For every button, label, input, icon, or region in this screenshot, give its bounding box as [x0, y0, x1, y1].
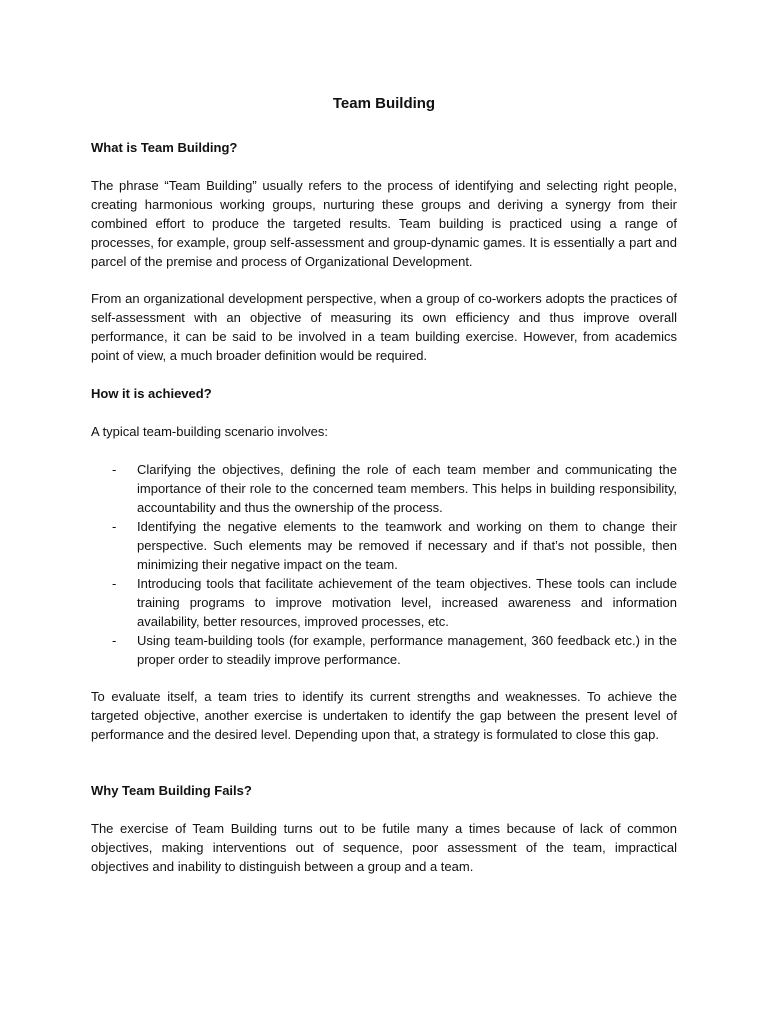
list-item — [91, 631, 677, 669]
scenario-bullet-list — [91, 460, 677, 669]
paragraph-failure-reasons: The exercise of Team Building turns out to be futile many a times because of lack of common objectives, making interventions out of sequence, poor assessment of the team, impractical objectives and inability to distinguish between a group and a team. — [91, 821, 677, 874]
list-item — [91, 574, 677, 631]
bullet-dash: - — [112, 519, 117, 534]
section-heading-what-is: What is Team Building? — [91, 140, 238, 155]
bullet-dash: - — [112, 462, 117, 477]
bullet-dash: - — [112, 576, 117, 591]
paragraph-od-perspective: From an organizational development perspective, when a group of co-workers adopts the practices of self-assessment with an objective of measuring its own efficiency and thus improve overall performance, it can be said to be involved in a team building exercise. However, from academics point of view, a much broader definition would be required. — [91, 291, 677, 363]
bullet-dash: - — [112, 633, 117, 648]
document-page — [91, 0, 677, 1024]
list-item — [91, 517, 677, 574]
paragraph-scenario-intro: A typical team-building scenario involves: — [91, 424, 329, 439]
list-item — [91, 460, 677, 517]
document-title: Team Building — [332, 95, 436, 112]
section-heading-how-achieved: How it is achieved? — [91, 386, 212, 401]
bullet-text: Identifying the negative elements to the teamwork and working on them to change their perspective. Such elements may be removed if necessary and if that’s not possible, then minimizing their negative impact on the team. — [137, 519, 677, 572]
bullet-text: Clarifying the objectives, defining the role of each team member and communicating the importance of their role to the concerned team members. This helps in building responsibility, accountability and thus the ownership of the process. — [137, 462, 677, 515]
paragraph-evaluation: To evaluate itself, a team tries to identify its current strengths and weaknesses. To achieve the targeted objective, another exercise is undertaken to identify the gap between the present level of performance and the desired level. Depending upon that, a strategy is formulated to close this gap. — [91, 689, 677, 742]
paragraph-definition: The phrase “Team Building” usually refers to the process of identifying and selecting right people, creating harmonious working groups, nurturing these groups and deriving a synergy from their combined effort to produce the targeted results. Team building is practiced using a range of processes, for example, group self-assessment and group-dynamic games. It is essentially a part and parcel of the premise and process of Organizational Development. — [91, 178, 677, 269]
bullet-text: Introducing tools that facilitate achievement of the team objectives. These tools can include training programs to improve motivation level, increased awareness and information availability, better resources, improved processes, etc. — [137, 576, 677, 629]
section-heading-why-fails: Why Team Building Fails? — [91, 783, 252, 798]
bullet-text: Using team-building tools (for example, performance management, 360 feedback etc.) in the proper order to steadily improve performance. — [137, 633, 677, 667]
